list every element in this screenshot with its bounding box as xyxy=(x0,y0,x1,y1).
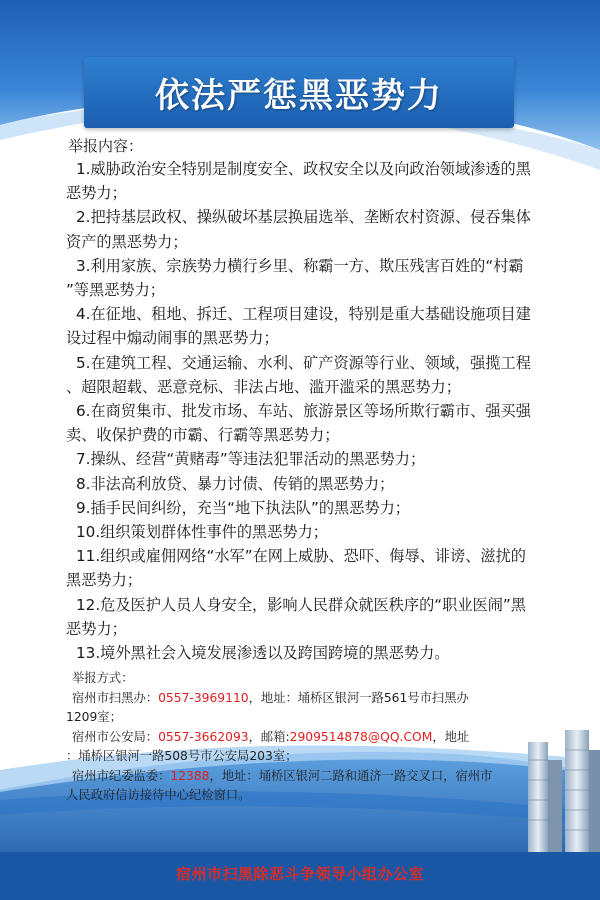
item-text-cont: ”等黑恶势力； xyxy=(66,281,165,300)
item-text: 7.操纵、经营“黄赌毒”等违法犯罪活动的黑恶势力； xyxy=(76,450,426,469)
list-item xyxy=(66,544,566,592)
item-text-cont: 资产的黑恶势力； xyxy=(66,232,188,251)
org-name: 宿州市纪委监委： xyxy=(72,768,171,783)
list-item xyxy=(66,472,566,496)
list-item xyxy=(66,520,566,544)
contact-label: 举报方式： xyxy=(72,671,134,686)
list-item xyxy=(66,254,566,302)
phone-number: 0557-3662093 xyxy=(158,729,249,744)
report-content xyxy=(66,135,566,806)
phone-number: 12388 xyxy=(170,768,210,783)
list-item xyxy=(66,157,566,205)
item-text-cont: 、超限超载、恶意竞标、非法占地、滥开滥采的黑恶势力； xyxy=(66,377,461,396)
contact-line-3-cont: 人民政府信访接待中心纪检窗口。 xyxy=(66,788,251,803)
report-content-label: 举报内容： xyxy=(68,137,144,155)
list-item xyxy=(66,399,566,447)
item-text: 2.把持基层政权、操纵破坏基层换届选举、垄断农村资源、侵吞集体 xyxy=(76,208,531,227)
page-title: 依法严惩黑恶势力 xyxy=(155,76,443,116)
address-text: ，地址 xyxy=(432,729,470,744)
list-item xyxy=(66,205,566,253)
item-text-cont: 卖、收保护费的市霸、行霸等黑恶势力； xyxy=(66,426,340,445)
footer-org-name: 宿州市扫黑除恶斗争领导小组办公室 xyxy=(175,864,424,883)
item-text: 9.插手民间纠纷，充当“地下执法队”的黑恶势力； xyxy=(76,498,410,517)
org-name: 宿州市公安局： xyxy=(72,729,159,744)
contact-line-1-cont: 1209室； xyxy=(66,710,122,725)
contact-info xyxy=(66,669,566,806)
item-text: 12.危及医护人员人身安全，影响人民群众就医秩序的“职业医闹”黑 xyxy=(76,595,526,614)
email-address: 2909514878@QQ.COM xyxy=(289,729,433,744)
address-text: ，地址：埇桥区银河一路561号市扫黑办 xyxy=(248,690,469,705)
item-text-cont: 恶势力； xyxy=(66,619,127,638)
item-text-cont: 恶势力； xyxy=(66,184,127,203)
item-text: 8.非法高利放贷、暴力讨债、传销的黑恶势力； xyxy=(76,474,395,493)
contact-line-2 xyxy=(66,728,566,748)
phone-number: 0557-3969110 xyxy=(158,690,249,705)
list-item xyxy=(66,496,566,520)
item-text-cont: 黑恶势力； xyxy=(66,571,142,590)
org-name: 宿州市扫黑办： xyxy=(72,690,159,705)
item-text: 13.境外黑社会入境发展渗透以及跨国跨境的黑恶势力。 xyxy=(76,644,450,663)
list-item xyxy=(66,302,566,350)
title-banner xyxy=(84,57,514,128)
list-item xyxy=(66,641,566,665)
item-text-cont: 设过程中煽动闹事的黑恶势力； xyxy=(66,329,279,348)
item-text: 6.在商贸集市、批发市场、车站、旅游景区等场所欺行霸市、强买强 xyxy=(76,402,531,421)
list-item xyxy=(66,351,566,399)
contact-line-1 xyxy=(66,689,566,709)
item-text: 5.在建筑工程、交通运输、水利、矿产资源等行业、领域，强揽工程 xyxy=(76,353,531,372)
list-item xyxy=(66,447,566,471)
item-text: 4.在征地、租地、拆迁、工程项目建设，特别是重大基础设施项目建 xyxy=(76,305,531,324)
item-text: 10.组织策划群体性事件的黑恶势力； xyxy=(76,523,328,542)
item-text: 11.组织或雇佣网络“水军”在网上威胁、恐吓、侮辱、诽谤、滋扰的 xyxy=(76,547,526,566)
email-label: ，邮箱: xyxy=(248,729,290,744)
contact-line-3 xyxy=(66,767,566,787)
item-text: 3.利用家族、宗族势力横行乡里、称霸一方、欺压残害百姓的“村霸 xyxy=(76,256,524,275)
list-item xyxy=(66,593,566,641)
address-text: ，地址：埇桥区银河二路和通济一路交叉口，宿州市 xyxy=(209,768,493,783)
item-text: 1.威胁政治安全特别是制度安全、政权安全以及向政治领域渗透的黑 xyxy=(76,160,531,178)
footer-band xyxy=(0,858,600,888)
contact-line-2-cont: ：埇桥区银河一路508号市公安局203室； xyxy=(66,749,298,764)
